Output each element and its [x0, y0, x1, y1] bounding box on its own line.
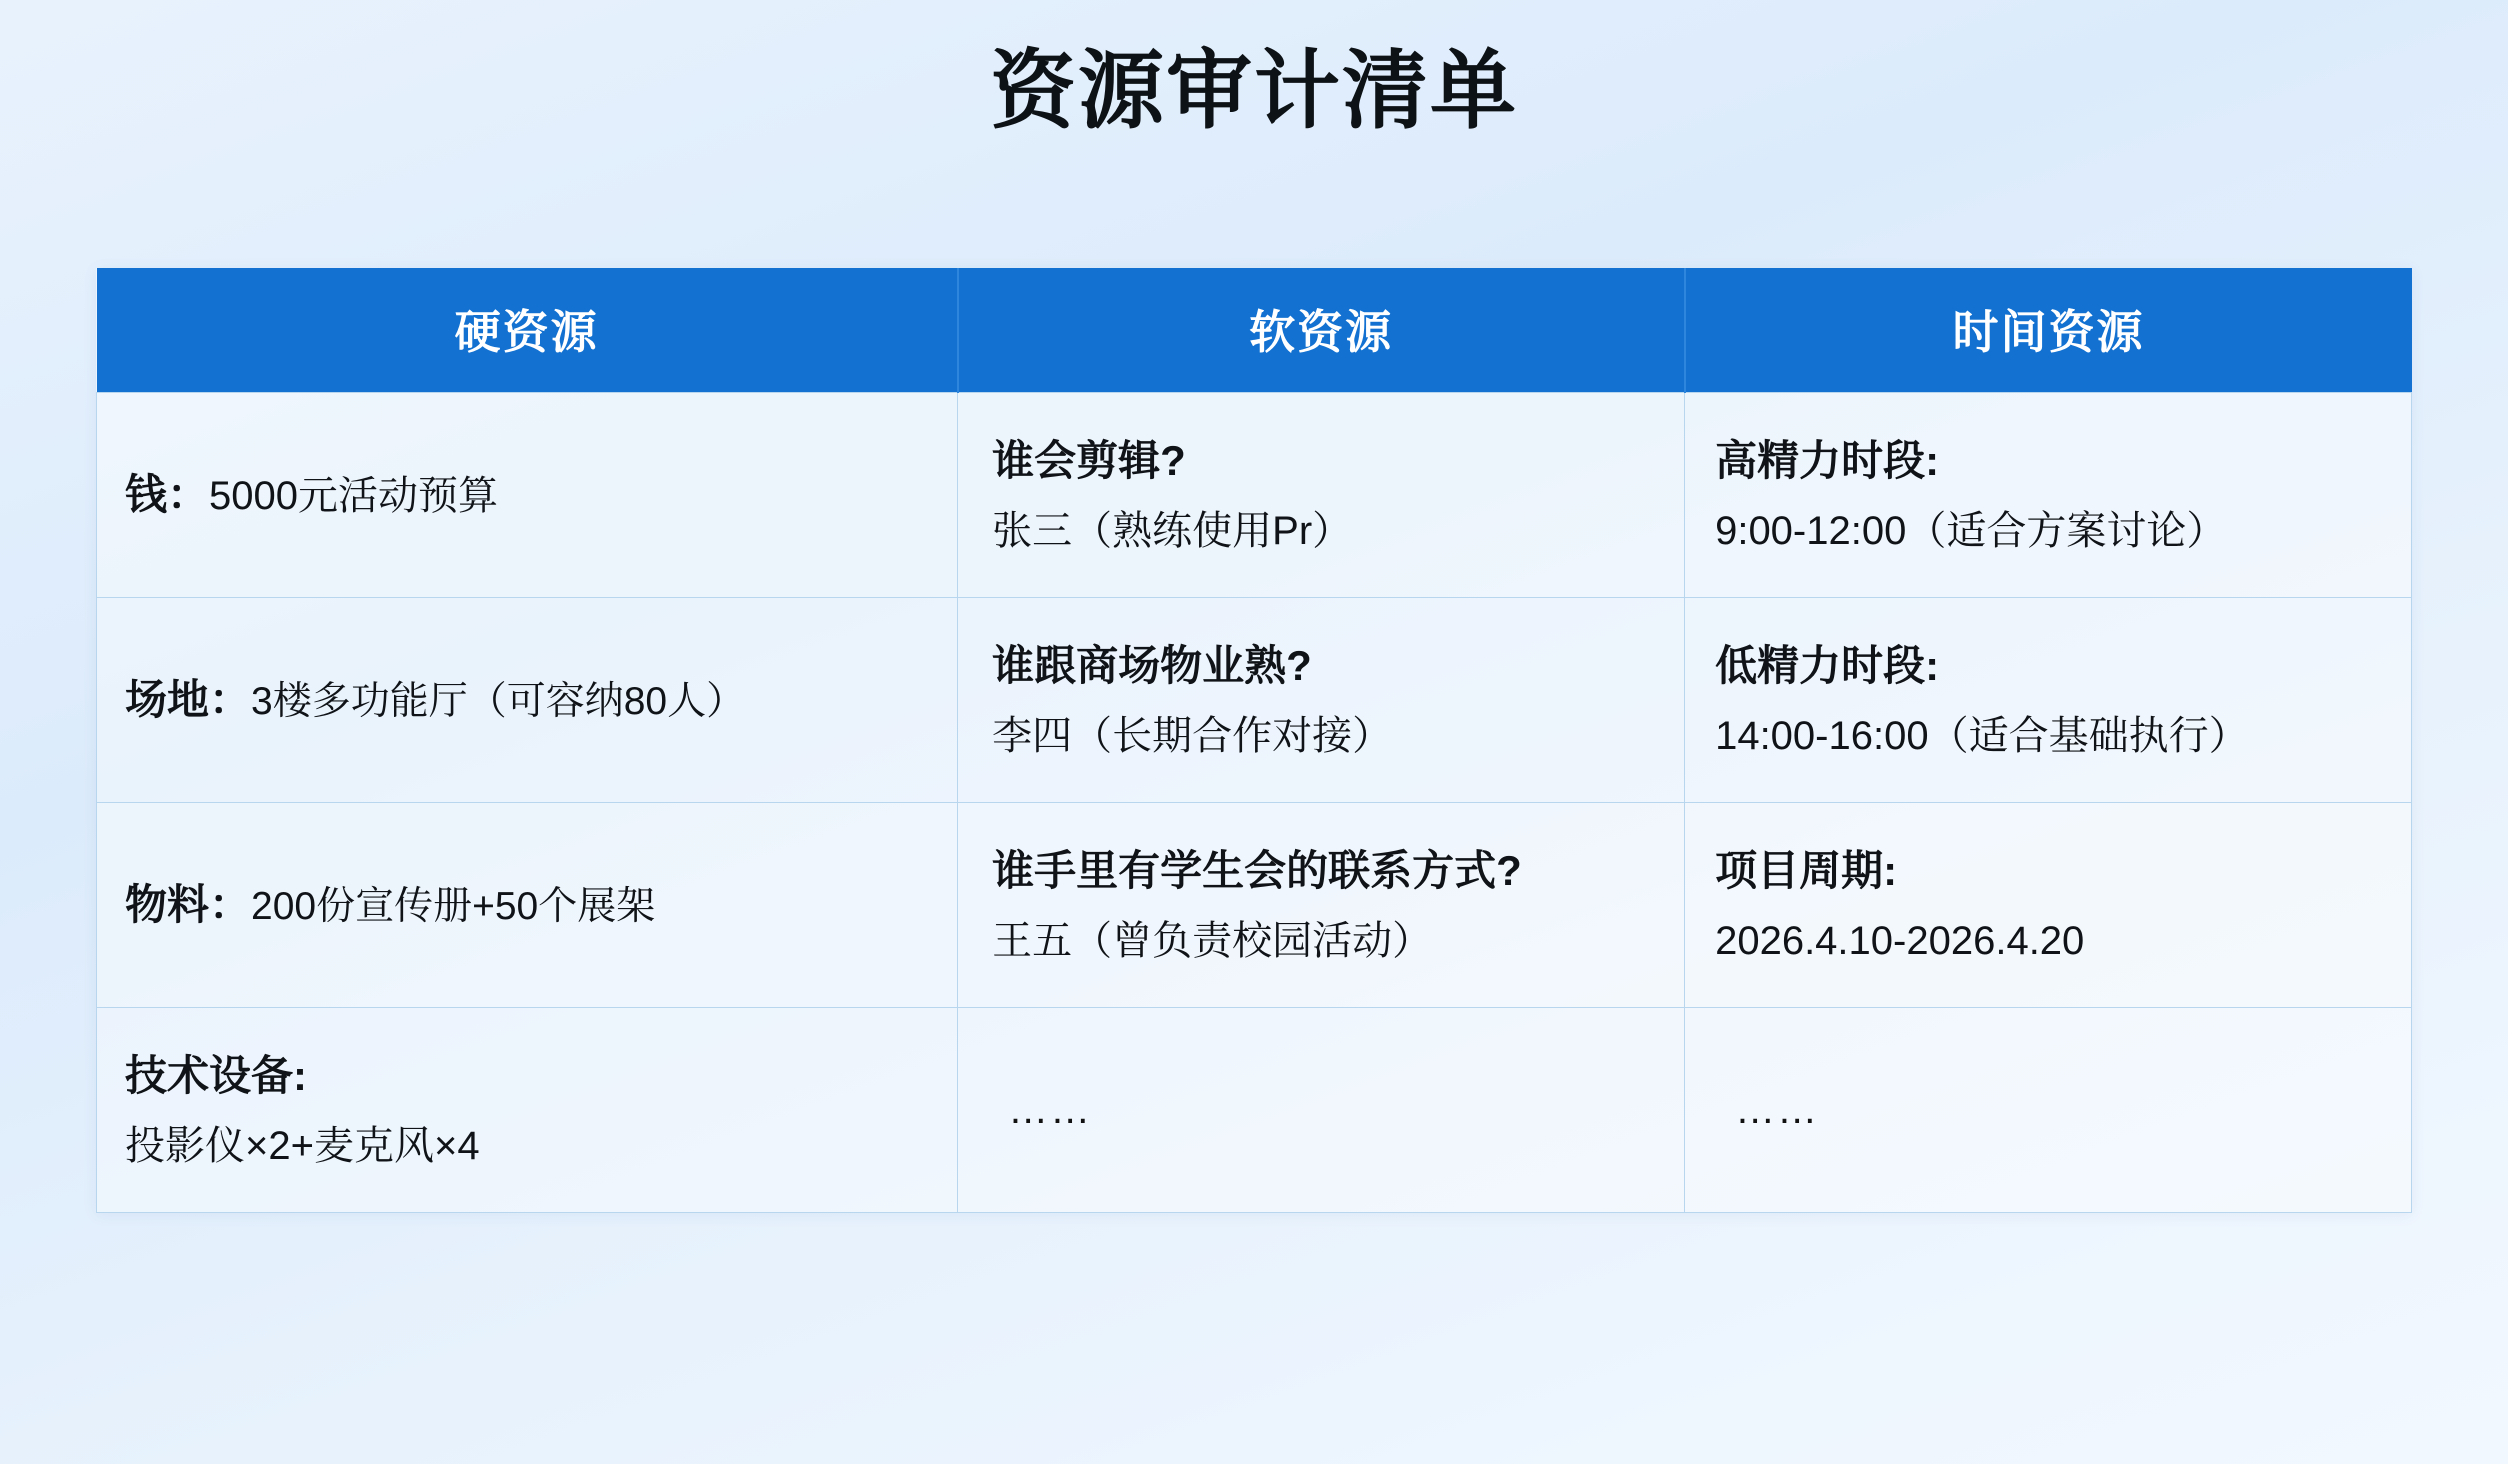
time-resource-value: 9:00-12:00（适合方案讨论）	[1715, 508, 2227, 553]
cell-soft-resource	[958, 1008, 1685, 1213]
hard-resource-value: 5000元活动预算	[209, 474, 498, 519]
cell-soft-resource	[958, 393, 1685, 598]
column-header-time-resource: 时间资源	[1685, 268, 2412, 393]
soft-resource-answer: 张三（熟练使用Pr）	[992, 508, 1353, 553]
soft-resource-answer: ……	[1008, 1087, 1093, 1132]
cell-time-resource	[1685, 1008, 2412, 1213]
column-header-soft-resource: 软资源	[958, 268, 1685, 393]
time-resource-label: 高精力时段:	[1715, 436, 1940, 484]
table-header	[97, 268, 2412, 393]
table-row	[97, 803, 2412, 1008]
cell-soft-resource	[958, 598, 1685, 803]
resource-audit-table-wrapper	[96, 268, 2412, 1213]
resource-audit-table	[96, 268, 2412, 1213]
soft-resource-question: 谁会剪辑?	[992, 436, 1186, 484]
table-row	[97, 1008, 2412, 1213]
soft-resource-question: 谁跟商场物业熟?	[992, 641, 1312, 689]
cell-hard-resource	[97, 803, 958, 1008]
time-resource-value: ……	[1735, 1087, 1820, 1132]
time-resource-label: 项目周期:	[1715, 846, 1898, 894]
cell-soft-resource	[958, 803, 1685, 1008]
hard-resource-label: 技术设备:	[125, 1051, 307, 1099]
cell-time-resource	[1685, 803, 2412, 1008]
cell-time-resource	[1685, 393, 2412, 598]
hard-resource-value: 3楼多功能厅（可容纳80人）	[251, 680, 746, 724]
table-header-row	[97, 268, 2412, 393]
column-header-hard-resource: 硬资源	[97, 268, 958, 393]
time-resource-value: 2026.4.10-2026.4.20	[1715, 918, 2085, 963]
page-title: 资源审计清单	[990, 43, 1518, 139]
cell-time-resource	[1685, 598, 2412, 803]
soft-resource-answer: 李四（长期合作对接）	[992, 713, 1393, 758]
table-row	[97, 598, 2412, 803]
hard-resource-label: 物料：	[125, 881, 252, 929]
cell-hard-resource	[97, 393, 958, 598]
hard-resource-label: 场地：	[125, 676, 252, 724]
hard-resource-value: 200份宣传册+50个展架	[251, 885, 656, 929]
hard-resource-label: 钱：	[125, 471, 210, 519]
hard-resource-value: 投影仪×2+麦克风×4	[125, 1123, 480, 1168]
soft-resource-question: 谁手里有学生会的联系方式?	[992, 846, 1522, 894]
time-resource-label: 低精力时段:	[1715, 641, 1940, 689]
time-resource-value: 14:00-16:00（适合基础执行）	[1715, 713, 2249, 758]
table-body	[97, 393, 2412, 1213]
table-row	[97, 393, 2412, 598]
soft-resource-answer: 王五（曾负责校园活动）	[992, 918, 1433, 963]
cell-hard-resource	[97, 1008, 958, 1213]
cell-hard-resource	[97, 598, 958, 803]
